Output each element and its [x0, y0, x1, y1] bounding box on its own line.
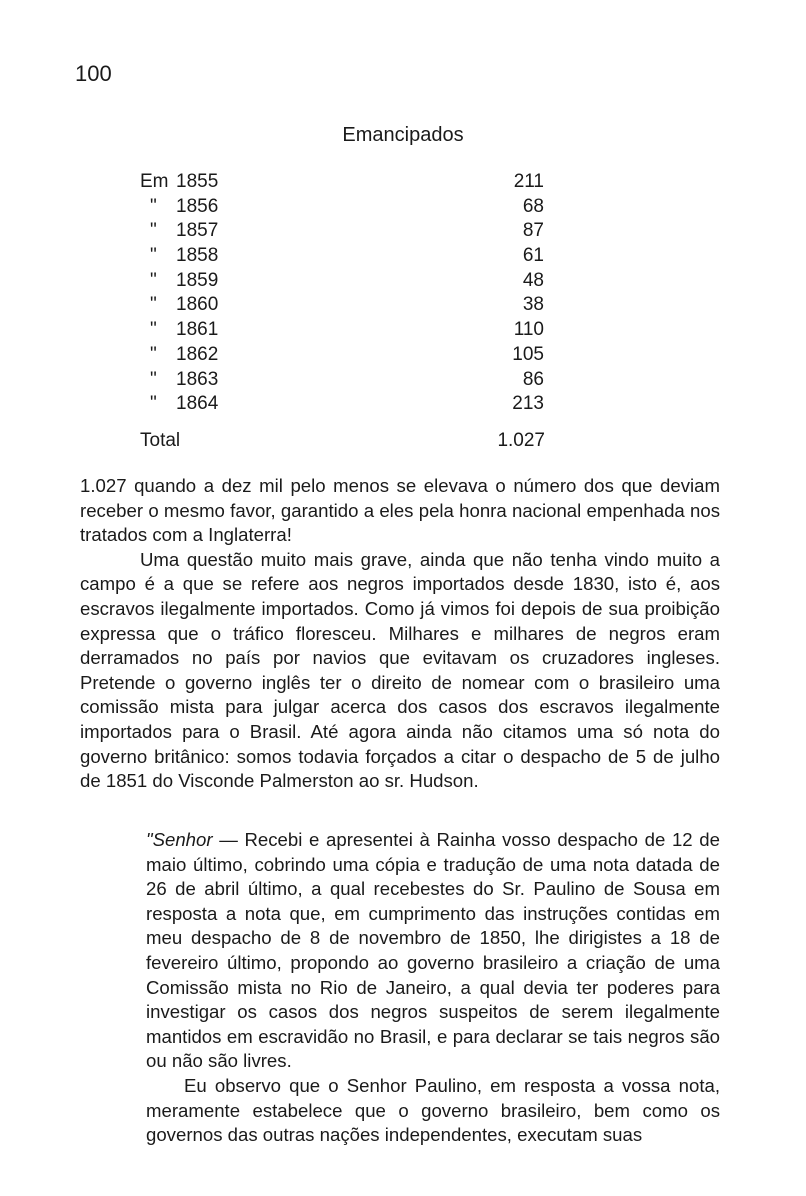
- row-value: 86: [522, 368, 544, 390]
- row-value: 38: [522, 294, 544, 316]
- emancipados-table: [140, 170, 560, 417]
- table-row: [140, 368, 560, 393]
- row-year: 1860: [176, 294, 219, 316]
- table-row: [140, 318, 560, 343]
- row-value: 61: [522, 245, 544, 267]
- row-year: 1864: [176, 393, 219, 415]
- ditto-mark: ": [150, 195, 157, 217]
- row-value: 87: [522, 220, 544, 242]
- row-value: 213: [512, 393, 544, 415]
- row-year: 1856: [176, 195, 219, 217]
- ditto-mark: ": [150, 393, 157, 415]
- page-number: 100: [75, 61, 112, 86]
- table-row: [140, 170, 560, 195]
- table-title: Emancipados: [342, 124, 464, 146]
- table-row: [140, 219, 560, 244]
- table-row: [140, 244, 560, 269]
- body-text: [80, 474, 720, 794]
- table-row: [140, 269, 560, 294]
- total-label: Total: [140, 430, 181, 451]
- table-row: [140, 195, 560, 220]
- table-total-row: [140, 428, 560, 454]
- row-year: 1855: [176, 171, 219, 192]
- row-year: 1862: [176, 343, 219, 365]
- ditto-mark: ": [150, 294, 157, 316]
- quoted-dispatch: [146, 828, 720, 1148]
- quote-salutation: "Senhor: [146, 829, 213, 850]
- total-value: 1.027: [497, 430, 545, 451]
- row-value: 105: [512, 343, 544, 365]
- row-value: 110: [513, 319, 544, 341]
- row-year: 1861: [176, 319, 219, 341]
- row-value: 211: [513, 171, 544, 192]
- ditto-mark: ": [150, 368, 157, 390]
- ditto-mark: ": [150, 245, 157, 267]
- row-value: 48: [522, 269, 544, 291]
- row-value: 68: [522, 195, 544, 217]
- quote-paragraph: Eu observo que o Senhor Paulino, em resposta a vossa nota, meramente estabelece que o governo brasileiro, bem como os governos das outras nações independentes, executam suas: [146, 1074, 720, 1146]
- table-row: [140, 293, 560, 318]
- paragraph: Uma questão muito mais grave, ainda que não tenha vindo muito a campo é a que se refere aos negros importados desde 1830, isto é, aos escravos ilegalmente importados. Como já vimos foi depois de sua proibição expressa que o tráfico floresceu. Milhares e milhares de negros eram derramados no país por navios que evitavam os cruzadores ingleses. Pretende o governo inglês ter o direito de nomear com o brasileiro uma comissão mista para julgar acerca dos casos dos escravos ilegalmente importados para o Brasil. Até agora ainda não citamos uma só nota do governo britânico: somos todavia forçados a citar o despacho de 5 de julho de 1851 do Visconde Palmerston ao sr. Hudson.: [80, 548, 720, 792]
- table-row: [140, 343, 560, 368]
- ditto-mark: ": [150, 220, 157, 242]
- ditto-mark: ": [150, 269, 157, 291]
- paragraph: 1.027 quando a dez mil pelo menos se elevava o número dos que deviam receber o mesmo favor, garantido a eles pela honra nacional empenhada nos tratados com a Inglaterra!: [80, 475, 720, 546]
- row-year: 1863: [176, 368, 219, 390]
- row-prefix: Em: [140, 171, 169, 192]
- quote-paragraph: [146, 828, 720, 1074]
- row-year: 1858: [176, 245, 219, 267]
- row-year: 1859: [176, 269, 219, 291]
- ditto-mark: ": [150, 319, 157, 341]
- quote-text: — Recebi e apresentei à Rainha vosso despacho de 12 de maio último, cobrindo uma cópia e tradução de uma nota datada de 26 de abril último, a qual recebestes do Sr. Paulino de Sousa em resposta a nota que, em cumprimento das instruções contidas em meu despacho de 8 de novembro de 1850, lhe dirigistes a 18 de fevereiro último, propondo ao governo brasileiro a criação de uma Comissão mista no Rio de Janeiro, a qual devia ter poderes para investigar os casos dos negros suspeitos de serem ilegalmente mantidos em escravidão no Brasil, e para declarar se tais negros são ou não são livres.: [146, 829, 720, 1072]
- row-year: 1857: [176, 220, 219, 242]
- table-row: [140, 392, 560, 417]
- ditto-mark: ": [150, 343, 157, 365]
